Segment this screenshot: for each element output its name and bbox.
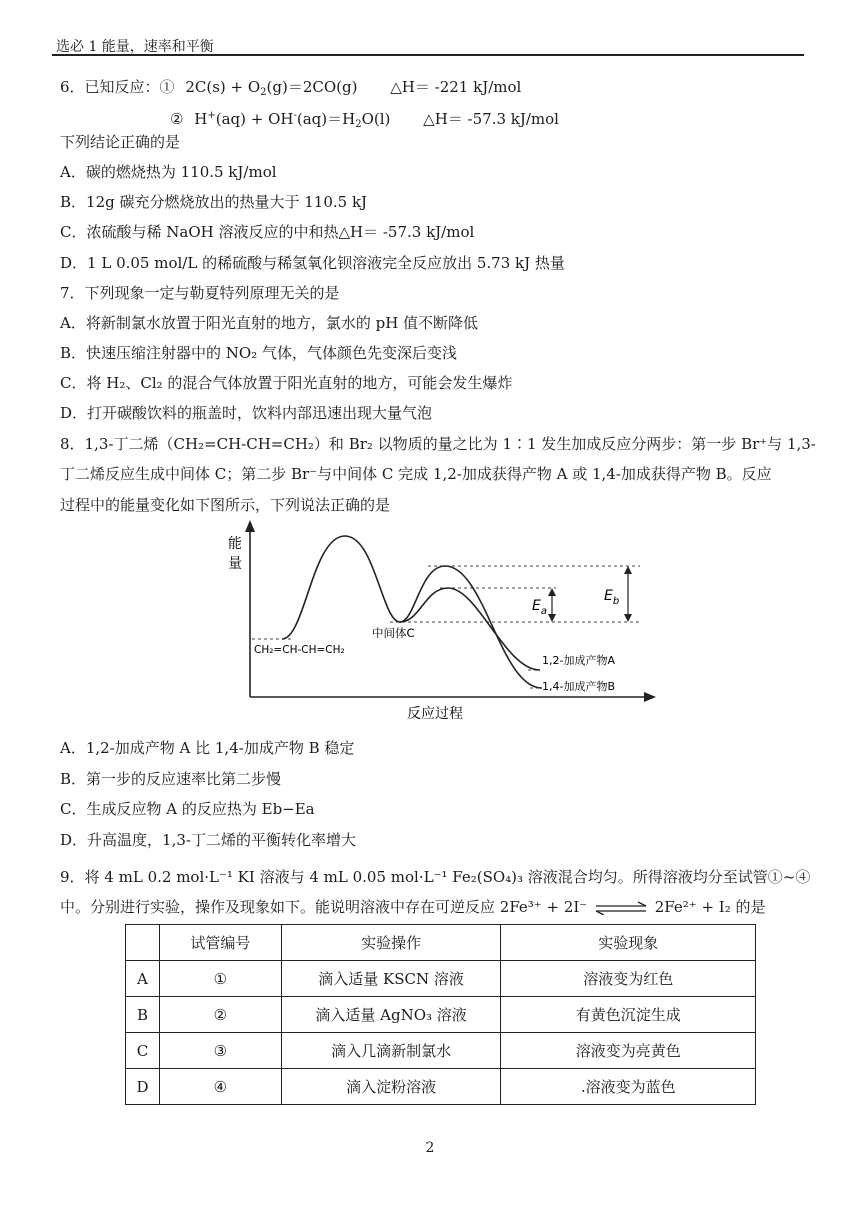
q6-r2-equation: $H^+(aq) + OH^-(aq)=H_2O(l)$	[194, 110, 391, 130]
table-cell: ②	[159, 997, 281, 1033]
product-a-label: 1,2-加成产物A	[542, 654, 615, 667]
table-row	[126, 1069, 756, 1105]
y-axis-label-2: 量	[228, 556, 242, 572]
reactant-label: CH₂=CH-CH=CH₂	[254, 644, 345, 656]
q9-stem-line-2: 中。分别进行实验，操作及现象如下。能说明溶液中存在可逆反应 2Fe³⁺ + 2I⁻ 2Fe²⁺ + I₂ 的是	[60, 898, 766, 916]
table-cell: C	[126, 1033, 160, 1069]
q6-option-c: C．浓硫酸与稀 NaOH 溶液反应的中和热△H＝ -57.3 kJ/mol	[60, 223, 475, 241]
experiment-table	[125, 924, 756, 1105]
q8-option-b: B．第一步的反应速率比第二步慢	[60, 770, 282, 788]
page-header: 选必 1 能量，速率和平衡	[56, 39, 214, 55]
table-cell: 溶液变为红色	[501, 961, 756, 997]
q6-r2-enthalpy: △H＝ -57.3 kJ/mol	[423, 110, 559, 128]
q6-stem-prefix: 6．已知反应：	[60, 78, 160, 96]
x-axis-label: 反应过程	[407, 706, 463, 722]
table-header-cell: 实验现象	[501, 925, 756, 961]
q6-r2-label: ②	[170, 110, 184, 128]
table-cell: 溶液变为亮黄色	[501, 1033, 756, 1069]
q8-option-c: C．生成反应物 A 的反应热为 Eb−Ea	[60, 800, 315, 818]
table-cell: ①	[159, 961, 281, 997]
q6-option-d: D．1 L 0.05 mol/L 的稀硫酸与稀氢氧化钡溶液完全反应放出 5.73 kJ 热量	[60, 254, 565, 272]
q9-stem-line-1: 9．将 4 mL 0.2 mol·L⁻¹ KI 溶液与 4 mL 0.05 mol·L⁻¹ Fe₂(SO₄)₃ 溶液混合均匀。所得溶液均分至试管①~④	[60, 868, 811, 886]
q7-option-b: B．快速压缩注射器中的 NO₂ 气体，气体颜色先变深后变浅	[60, 344, 457, 362]
q8-stem-line-1: 8．1,3-丁二烯（CH₂=CH-CH=CH₂）和 Br₂ 以物质的量之比为 1∶1 发生加成反应分两步：第一步 Br⁺与 1,3-	[60, 435, 816, 453]
table-header-cell	[126, 925, 160, 961]
table-cell: ③	[159, 1033, 281, 1069]
table-cell: 有黄色沉淀生成	[501, 997, 756, 1033]
curve-product-b	[400, 566, 542, 688]
table-row	[126, 961, 756, 997]
table-cell: ④	[159, 1069, 281, 1105]
table-cell: A	[126, 961, 160, 997]
q7-stem: 7．下列现象一定与勒夏特列原理无关的是	[60, 284, 340, 302]
table-header-cell: 实验操作	[281, 925, 501, 961]
table-header-cell: 试管编号	[159, 925, 281, 961]
table-cell: D	[126, 1069, 160, 1105]
q8-option-d: D．升高温度，1,3-丁二烯的平衡转化率增大	[60, 831, 356, 849]
curve-product-a	[400, 588, 540, 670]
table-cell: 滴入几滴新制氯水	[281, 1033, 501, 1069]
table-cell: 滴入适量 AgNO₃ 溶液	[281, 997, 501, 1033]
table-header-row	[126, 925, 756, 961]
q7-option-d: D．打开碳酸饮料的瓶盖时，饮料内部迅速出现大量气泡	[60, 404, 433, 422]
eb-label: $E_b$	[604, 588, 620, 607]
y-axis-arrow	[245, 520, 255, 532]
table-cell: .溶液变为蓝色	[501, 1069, 756, 1105]
intermediate-label: 中间体C	[372, 626, 415, 640]
q7-option-c: C．将 H₂、Cl₂ 的混合气体放置于阳光直射的地方，可能会发生爆炸	[60, 374, 513, 392]
table-cell: 滴入适量 KSCN 溶液	[281, 961, 501, 997]
equilibrium-arrow-icon	[592, 901, 650, 915]
product-b-label: 1,4-加成产物B	[542, 680, 616, 693]
step1-curve	[282, 536, 400, 639]
q6-r1-equation: $2C(s) + O_2(g)=2CO(g)$	[185, 78, 358, 98]
page-number: 2	[425, 1140, 435, 1156]
table-row	[126, 1033, 756, 1069]
q6-r1-enthalpy: △H＝ -221 kJ/mol	[390, 78, 522, 96]
q6-option-b: B．12g 碳充分燃烧放出的热量大于 110.5 kJ	[60, 193, 368, 211]
q6-option-a: A．碳的燃烧热为 110.5 kJ/mol	[60, 163, 277, 181]
table-cell: B	[126, 997, 160, 1033]
x-axis-arrow	[644, 692, 656, 702]
q8-option-a: A．1,2-加成产物 A 比 1,4-加成产物 B 稳定	[60, 739, 355, 757]
table-row	[126, 997, 756, 1033]
q6-question: 下列结论正确的是	[60, 133, 181, 151]
q8-stem-line-2: 丁二烯反应生成中间体 C；第二步 Br⁻与中间体 C 完成 1,2-加成获得产物 A 或 1,4-加成获得产物 B。反应	[60, 465, 772, 483]
q7-option-a: A．将新制氯水放置于阳光直射的地方，氯水的 pH 值不断降低	[60, 314, 479, 332]
ea-label: $E_a$	[532, 598, 547, 617]
table-cell: 滴入淀粉溶液	[281, 1069, 501, 1105]
q8-stem-line-3: 过程中的能量变化如下图所示，下列说法正确的是	[60, 496, 391, 514]
y-axis-label-1: 能	[228, 536, 242, 552]
q6-r1-label: ①	[159, 78, 175, 96]
